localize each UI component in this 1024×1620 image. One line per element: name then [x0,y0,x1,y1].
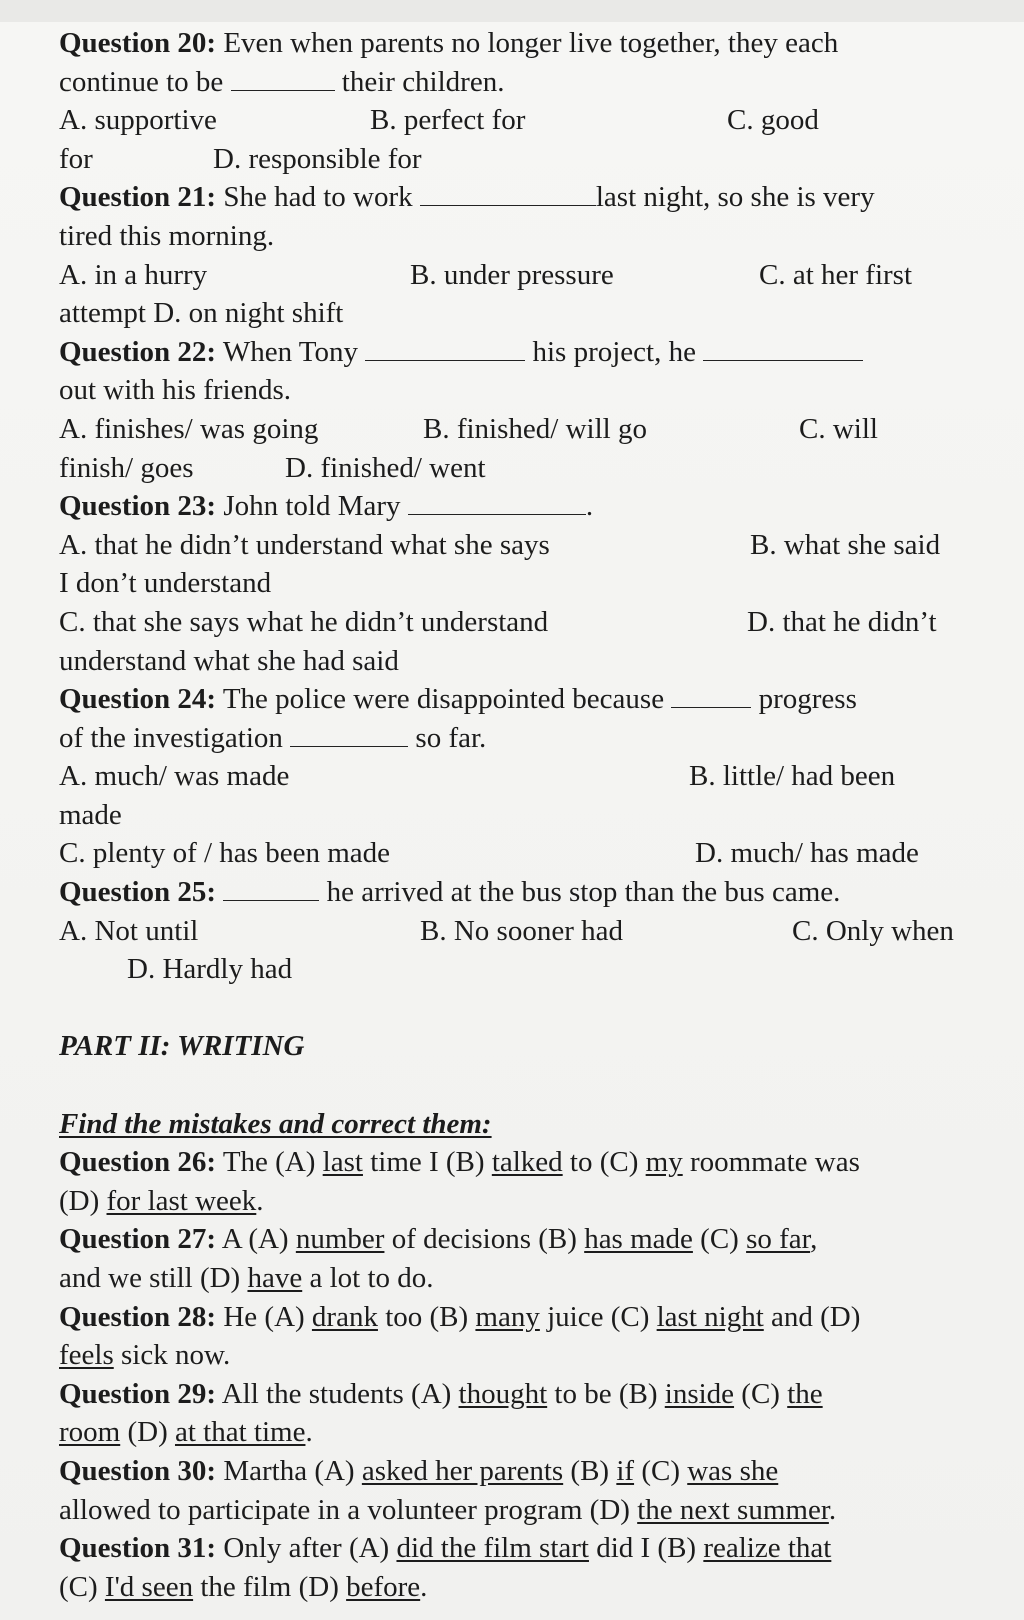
part-title: PART II: WRITING [59,1030,305,1063]
q22-option-d: D. finished/ went [285,451,486,484]
q25-label: Question 25: [59,876,217,909]
q26-line-2 [59,1182,999,1221]
q30-underlined-c: was she [687,1454,779,1487]
q20-option-c-cont: for [59,142,93,175]
q20-option-a: A. supportive [59,104,217,137]
q30-underlined-b: if [616,1454,635,1487]
q22-options-2 [59,449,999,488]
q22-option-c: C. will [799,412,878,445]
q22-line-2 [59,371,999,410]
q27-underlined-b: has made [584,1223,693,1256]
answer-blank [231,64,335,91]
q25-text-1a [216,876,223,908]
q23-options-3 [59,603,999,642]
q26-label: Question 26: [59,1146,217,1179]
q29-text: . [305,1416,313,1449]
answer-blank [671,681,751,708]
q25-line-1 [59,873,999,912]
q31-text: (C) [59,1570,105,1603]
q29-label: Question 29: [59,1377,217,1410]
q23-option-a: A. that he didn’t understand what she says [59,528,550,561]
q23-options-4 [59,642,999,681]
q28-text: and (D) [763,1300,861,1333]
q26-underlined-d: for last week [106,1184,257,1217]
q20-line-1 [59,24,999,63]
q29-underlined-b: inside [664,1377,735,1410]
q21-options-2 [59,294,999,333]
q24-options-2 [59,796,999,835]
q20-option-d: D. responsible for [213,142,422,175]
q29-underlined-d: at that time [174,1416,306,1449]
q30-text: allowed to participate in a volunteer program (D) [59,1493,638,1526]
q27-label: Question 27: [59,1223,217,1256]
instruction-heading: Find the mistakes and correct them: [59,1107,492,1140]
q27-underlined-d: have [247,1262,303,1294]
answer-blank [223,874,319,901]
q23-option-b: B. what she said [750,528,941,561]
q27-text: A (A) [216,1223,296,1256]
q25-text-1b: he arrived at the bus stop than the bus came. [319,876,841,909]
part-title-line [59,1027,999,1066]
q31-text: did I (B) [588,1532,704,1565]
q21-label: Question 21: [59,181,217,214]
q21-option-b: B. under pressure [410,258,614,291]
q24-line-2 [59,719,999,758]
q21-line-1 [59,178,999,217]
q22-text-1b: his project, he [525,335,704,368]
q27-text: , [810,1223,818,1256]
q22-options [59,410,999,449]
q24-label: Question 24: [59,683,217,716]
q31-underlined-a: did the film start [396,1532,589,1565]
q27-line-2 [59,1259,999,1298]
q27-underlined-c: so far [746,1223,811,1256]
q29-text: to be (B) [547,1377,665,1410]
instruction-line [59,1105,999,1144]
q20-label: Question 20: [59,27,217,59]
q30-line-1 [59,1452,999,1491]
q22-option-c-cont: finish/ goes [59,451,194,484]
answer-blank [408,488,586,515]
q29-text: All the students (A) [216,1377,459,1410]
q28-text: too (B) [377,1300,476,1333]
q26-line-1 [59,1143,999,1182]
q26-underlined-b: talked [491,1146,563,1179]
q23-options-2 [59,564,999,603]
q27-text: a lot to do. [302,1262,434,1294]
q21-option-d: attempt D. on night shift [59,297,344,330]
answer-blank [290,720,408,747]
q28-label: Question 28: [59,1300,217,1333]
q26-underlined-a: last [322,1146,363,1179]
q21-options [59,256,999,295]
q25-options-2 [59,950,999,989]
q29-line-1 [59,1375,999,1414]
q22-option-a: A. finishes/ was going [59,412,319,445]
q24-option-c: C. plenty of / has been made [59,837,390,870]
q28-underlined-d: feels [59,1339,114,1372]
q23-text-1b: . [585,490,594,523]
spacer [59,989,999,1028]
q26-text: roommate was [682,1146,860,1179]
q23-option-b-cont: I don’t understand [59,567,272,600]
q24-text-1a: The police were disappointed because [216,683,672,716]
q22-text-1a: When Tony [216,335,366,368]
q30-text: . [828,1493,837,1526]
q23-label: Question 23: [59,490,217,523]
q30-text: (B) [563,1454,617,1487]
q29-text: (C) [734,1377,788,1410]
q28-underlined-c: last night [656,1300,764,1333]
q20-text-2b: their children. [334,65,505,98]
q30-underlined-a: asked her parents [361,1454,564,1487]
q20-options-2 [59,140,999,179]
q25-option-a: A. Not until [59,914,199,947]
q27-line-1 [59,1220,999,1259]
q24-option-d: D. much/ has made [695,837,919,870]
q30-text: Martha (A) [216,1454,362,1487]
q24-text-2b: so far. [408,721,487,754]
answer-blank [703,334,863,361]
q28-underlined-a: drank [311,1300,378,1333]
q26-text: (D) [59,1184,107,1217]
q31-text: . [420,1570,428,1603]
q24-text-1b: progress [751,683,857,716]
q29-underlined-c-cont: room [59,1416,121,1449]
q28-line-1 [59,1298,999,1337]
q23-text-1a: John told Mary [216,490,408,523]
q25-options [59,912,999,951]
q27-text: (C) [692,1223,747,1256]
q21-text-1b: last night, so she is very [595,181,875,214]
q20-text-2a: continue to be [59,65,231,98]
q24-option-a: A. much/ was made [59,760,290,793]
q29-underlined-a: thought [458,1377,548,1410]
q20-text: Even when parents no longer live together, they each [216,27,839,59]
q31-line-2 [59,1568,999,1607]
q20-line-2 [59,63,999,102]
q29-line-2 [59,1413,999,1452]
q26-underlined-c: my [645,1146,683,1179]
q22-label: Question 22: [59,335,217,368]
q24-options [59,757,999,796]
q24-text-2a: of the investigation [59,721,291,754]
q23-option-c: C. that she says what he didn’t understand [59,605,549,638]
q30-underlined-d: the next summer [637,1493,829,1526]
q31-underlined-d: before [346,1570,421,1603]
q21-line-2 [59,217,999,256]
q20-options [59,101,999,140]
q23-option-d: D. that he didn’t [747,605,937,638]
q26-text: time I (B) [362,1146,492,1179]
q31-text: the film (D) [193,1570,347,1603]
q26-text: The (A) [216,1146,323,1179]
q21-text-2: tired this morning. [59,219,275,252]
q24-option-b-cont: made [59,798,122,831]
q28-text: juice (C) [539,1300,657,1333]
q21-option-a: A. in a hurry [59,258,208,291]
q20-option-b: B. perfect for [370,104,526,137]
q31-underlined-b: realize that [703,1532,832,1565]
q28-text: He (A) [216,1300,312,1333]
q24-option-b: B. little/ had been [689,760,896,793]
q29-underlined-c: the [787,1377,823,1410]
q22-text-2: out with his friends. [59,374,291,407]
q28-underlined-b: many [475,1300,540,1333]
q25-option-b: B. No sooner had [420,914,623,947]
q26-text: . [256,1184,264,1217]
q28-text: sick now. [113,1339,231,1372]
q31-underlined-c: I'd seen [104,1570,194,1603]
answer-blank [365,334,525,361]
answer-blank [420,179,596,206]
q24-options-3 [59,834,999,873]
q22-option-b: B. finished/ will go [423,412,647,445]
q27-text: of decisions (B) [384,1223,585,1256]
q23-line-1 [59,487,999,526]
q23-options [59,526,999,565]
q26-text: to (C) [562,1146,646,1179]
q22-line-1 [59,333,999,372]
q25-option-c: C. Only when [792,914,954,947]
q29-text: (D) [120,1416,175,1449]
q23-option-d-cont: understand what she had said [59,644,399,677]
q31-label: Question 31: [59,1532,217,1565]
q31-text: Only after (A) [216,1532,397,1565]
q21-option-c: C. at her first [759,258,913,291]
q30-text: (C) [634,1454,688,1487]
q21-text-1a: She had to work [216,181,420,214]
q31-line-1 [59,1529,999,1568]
q20-option-c: C. good [727,104,819,137]
q30-line-2 [59,1491,999,1530]
spacer [59,1066,999,1105]
q25-option-d: D. Hardly had [127,953,293,986]
q27-text: and we still (D) [59,1262,248,1294]
q24-line-1 [59,680,999,719]
document-body [59,24,999,1606]
top-strip [0,0,1024,22]
q27-underlined-a: number [295,1223,385,1256]
q30-label: Question 30: [59,1454,217,1487]
q28-line-2 [59,1336,999,1375]
